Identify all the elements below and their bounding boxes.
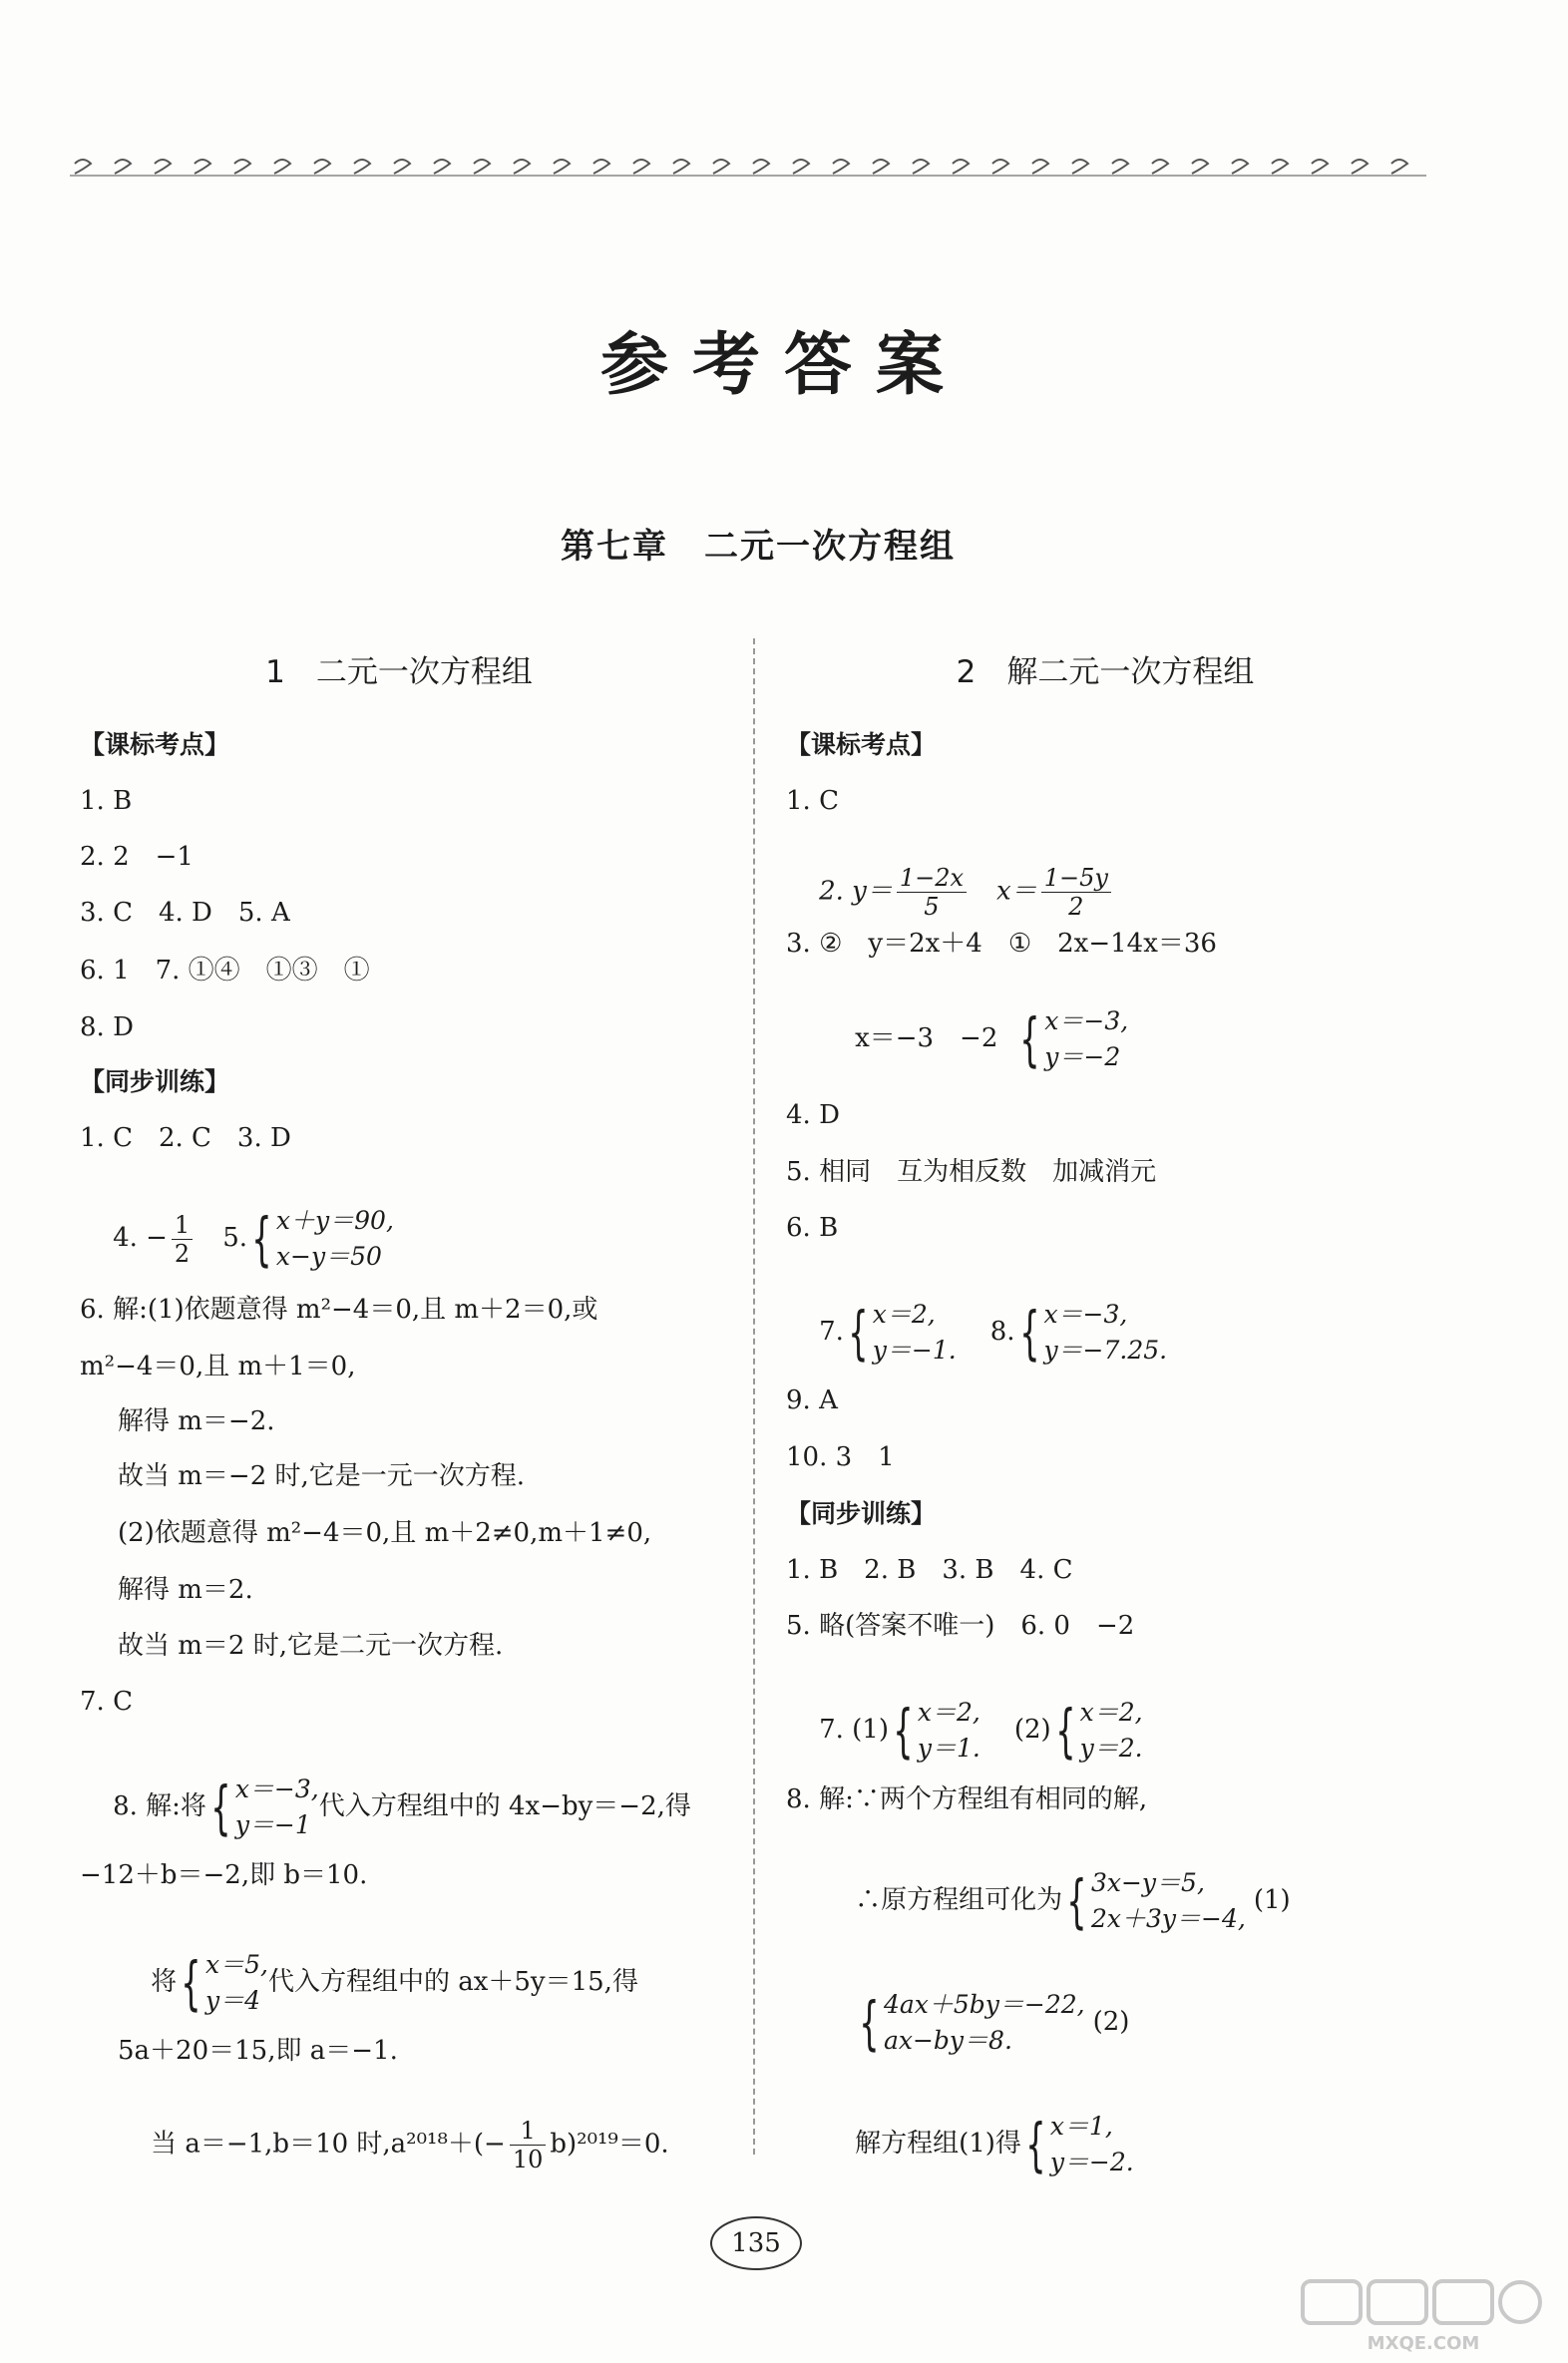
answer-line-system [822, 970, 1128, 1109]
answer-text: 2. y＝ [819, 876, 893, 907]
answer-text: 代入方程组中的 ax＋5y＝15,得 [267, 1967, 638, 1997]
equation-row: y＝−1. [872, 1336, 957, 1365]
answer-text: 8. [989, 1317, 1015, 1347]
answer-line: m²−4＝0,且 m＋1＝0, [80, 1352, 356, 1381]
answer-line: 5. 相同 互为相反数 加减消元 [786, 1157, 1157, 1187]
right-column [786, 0, 1484, 2363]
answer-line: 4. D [786, 1100, 840, 1130]
equation-system: { x＝−3, y＝−7.25. [1018, 1299, 1168, 1367]
equation-row: 4ax＋5by＝−22, [883, 1990, 1085, 2019]
fraction-denominator: 2 [1068, 893, 1084, 921]
answer-text: 8. 解:将 [113, 1791, 206, 1821]
equation-row: 3x−y＝5, [1090, 1868, 1205, 1897]
answer-text: b)²⁰¹⁹＝0. [550, 2129, 669, 2160]
equation-row: x−y＝50 [275, 1242, 382, 1271]
answer-line: 1. C 2. C 3. D [80, 1123, 291, 1153]
fraction-numerator: 1−2x [897, 864, 967, 893]
equation-system: { 3x−y＝5, 2x＋3y＝−4, [1066, 1867, 1246, 1935]
answer-line: 3. ② y＝2x＋4 ① 2x−14x＝36 [786, 929, 1217, 959]
answer-text: 将 [151, 1967, 178, 1997]
fraction [510, 2117, 547, 2173]
answer-line: 1. B [80, 786, 133, 816]
equation-row: y＝−2. [1049, 2148, 1134, 2176]
answer-line: 6. B [786, 1213, 839, 1243]
fraction-numerator: 1−5y [1041, 864, 1111, 893]
watermark-logo [1299, 2275, 1548, 2355]
equation-row: y＝−1 [234, 1810, 311, 1839]
equation-row: x＝2, [917, 1698, 980, 1727]
section-header: 【课标考点】 [80, 730, 230, 759]
equation-system: { x＝2, y＝1. [893, 1697, 980, 1765]
answer-line-fraction [80, 1169, 394, 1309]
section-header: 【课标考点】 [786, 730, 937, 759]
answer-line-fraction [118, 2083, 669, 2207]
section-title: 1 二元一次方程组 [265, 654, 533, 690]
answer-line: 6. 1 7. ①④ ①③ ① [80, 956, 370, 985]
answer-text: ∴原方程组可化为 [855, 1885, 1063, 1915]
page-number: 135 [710, 2216, 802, 2270]
equation-system: { 4ax＋5by＝−22, ax−by＝8. [859, 1989, 1085, 2057]
equation-row: y＝−2 [1044, 1042, 1121, 1071]
fraction-denominator: 2 [174, 1239, 191, 1268]
equation-row: x＝−3, [234, 1774, 319, 1803]
equation-system: { x＝5, y＝4 [181, 1949, 268, 2017]
answer-line: 故当 m＝−2 时,它是一元一次方程. [118, 1461, 526, 1491]
fraction [172, 1211, 193, 1268]
equation-row: x＝2, [1079, 1698, 1143, 1727]
answer-line: 1. B 2. B 3. B 4. C [786, 1555, 1073, 1585]
answer-line: 7. C [80, 1687, 133, 1717]
fraction-numerator: 1 [172, 1211, 193, 1240]
fraction [897, 864, 967, 921]
equation-system: { x＝−3, y＝−2 [1019, 1005, 1129, 1073]
answer-line: 1. C [786, 786, 839, 816]
equation-row: x＝−3, [1044, 1006, 1129, 1035]
answer-text: 7. (1) [819, 1715, 889, 1745]
answer-line: 3. C 4. D 5. A [80, 898, 290, 928]
answer-line-system [786, 1263, 1167, 1402]
answer-text: x＝−3 −2 [855, 1023, 998, 1053]
chapter-title: 第七章 二元一次方程组 [561, 527, 956, 567]
answer-line: 解得 m＝−2. [118, 1406, 275, 1436]
equation-system: { x＝1, y＝−2. [1025, 2111, 1134, 2178]
answer-line: 10. 3 1 [786, 1442, 895, 1472]
equation-system: { x＝2, y＝−1. [848, 1299, 957, 1367]
left-column [80, 0, 778, 2363]
svg-text:MXQE.COM: MXQE.COM [1367, 2333, 1480, 2354]
answer-line: 解得 m＝2. [118, 1575, 253, 1605]
answer-line: (2)依题意得 m²−4＝0,且 m＋2≠0,m＋1≠0, [118, 1518, 652, 1548]
answer-line: −12＋b＝−2,即 b＝10. [80, 1860, 368, 1890]
equation-system: { x＝2, y＝2. [1055, 1697, 1143, 1765]
answer-line-system [786, 1661, 1143, 1800]
section-header: 【同步训练】 [80, 1067, 230, 1096]
answer-line: 故当 m＝2 时,它是二元一次方程. [118, 1631, 504, 1661]
equation-row: ax−by＝8. [883, 2026, 1012, 2055]
answer-line: 8. D [80, 1012, 134, 1042]
equation-row: y＝1. [917, 1734, 980, 1763]
equation-row: 2x＋3y＝−4, [1090, 1904, 1246, 1933]
answer-text: 代入方程组中的 4x−by＝−2,得 [318, 1791, 691, 1821]
equation-tag: (1) [1253, 1885, 1291, 1915]
answer-line-system [822, 1953, 1129, 2093]
answer-line: 8. 解:∵两个方程组有相同的解, [786, 1784, 1148, 1814]
equation-system: { x＝−3, y＝−1 [210, 1773, 319, 1841]
answer-line-system [822, 2075, 1134, 2214]
equation-row: y＝2. [1079, 1734, 1143, 1763]
answer-line-system [118, 1913, 638, 2053]
section-header: 【同步训练】 [786, 1499, 937, 1528]
fraction [1041, 864, 1111, 921]
fraction-denominator: 5 [924, 893, 940, 921]
answer-line: 5. 略(答案不唯一) 6. 0 −2 [786, 1611, 1135, 1641]
equation-row: x＋y＝90, [275, 1206, 394, 1235]
answer-text: 5. [196, 1223, 248, 1253]
fraction-denominator: 10 [512, 2146, 544, 2173]
equation-row: x＝2, [872, 1300, 936, 1329]
answer-text: x＝ [971, 876, 1037, 907]
equation-tag: (2) [1092, 2007, 1130, 2037]
answer-line: 9. A [786, 1385, 838, 1415]
answer-line: 5a＋20＝15,即 a＝−1. [118, 2036, 398, 2066]
equation-system: { x＋y＝90, x−y＝50 [251, 1205, 394, 1273]
answer-line-system [822, 1831, 1291, 1971]
answer-text: 当 a＝−1,b＝10 时,a²⁰¹⁸＋(− [151, 2129, 506, 2160]
page-title: 参考答案 [599, 326, 968, 405]
answer-text: 7. [819, 1317, 844, 1347]
equation-row: y＝4 [204, 1986, 261, 2015]
equation-row: x＝−3, [1043, 1300, 1128, 1329]
answer-text: 4. − [113, 1223, 168, 1253]
equation-row: x＝5, [204, 1950, 268, 1979]
answer-text: 解方程组(1)得 [855, 2129, 1021, 2159]
fraction-numerator: 1 [510, 2117, 547, 2146]
answer-line-system [80, 1738, 691, 1877]
equation-row: x＝1, [1049, 2112, 1113, 2141]
equation-row: y＝−7.25. [1043, 1336, 1168, 1365]
answer-line: 6. 解:(1)依题意得 m²−4＝0,且 m＋2＝0,或 [80, 1295, 598, 1325]
answer-text: (2) [1013, 1715, 1051, 1745]
section-title: 2 解二元一次方程组 [956, 654, 1255, 690]
answer-line: 2. 2 −1 [80, 842, 194, 872]
